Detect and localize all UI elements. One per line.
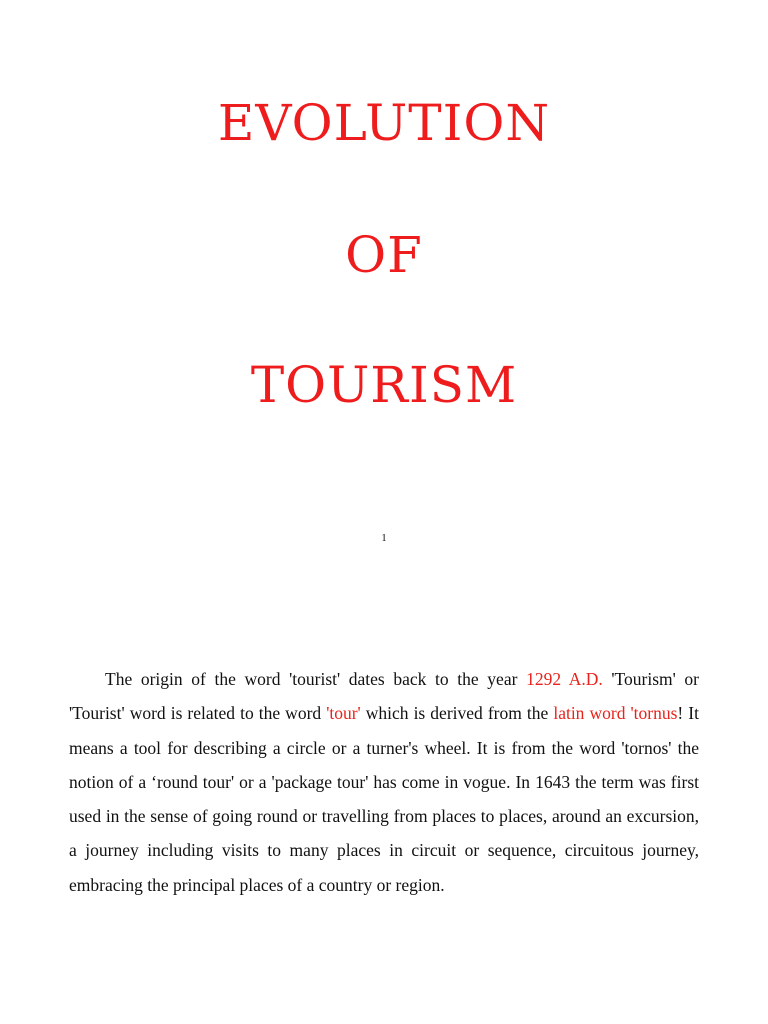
paragraph-text-2: 'Tourism' or 'Tourist' word is related to the word [69,669,700,724]
paragraph-text-3: which is derived from the [360,703,554,724]
body-paragraph [69,662,699,902]
highlight-tour: 'tour' [326,703,361,724]
paragraph-text-1: The origin of the word 'tourist' dates back to the year [105,669,527,689]
title-tourism: TOURISM [250,356,518,414]
paragraph-text-4: ! It means a tool for describing a circle or a turner's wheel. It is from the word 'tornos' the notion of a ‘round tour' or a 'package tour' has come in vogue. In 1643 the term was first used in the sense of going round or travelling from places to places, around an excursion, a journey including visits to many places in circuit or sequence, circuitous journey, embracing the principal places of a country or region. [69,703,699,895]
page-number: 1 [381,533,387,544]
title-evolution: EVOLUTION [217,94,551,152]
highlight-year: 1292 A.D. [526,669,603,689]
highlight-latin-word: latin word 'tornus [553,703,678,724]
title-of: OF [345,226,423,284]
